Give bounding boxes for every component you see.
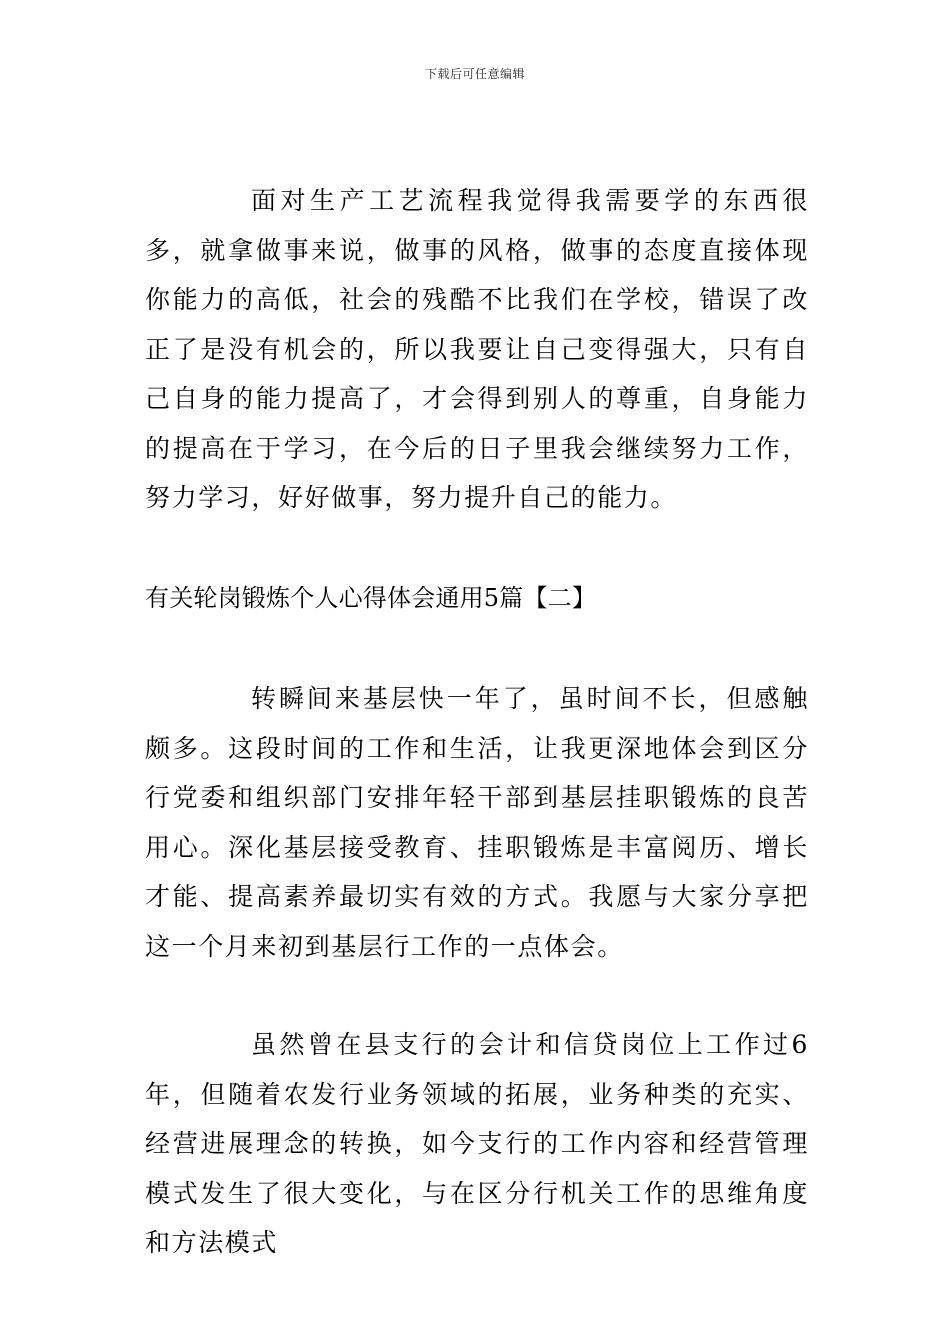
paragraph-1: 面对生产工艺流程我觉得我需要学的东西很多，就拿做事来说，做事的风格，做事的态度直接体现你能力的高低，社会的残酷不比我们在学校，错误了改正了是没有机会的，所以我要让自己变得强大，只有自己自身的能力提高了，才会得到别人的尊重，自身能力的提高在于学习，在今后的日子里我会继续努力工作，努力学习，好好做事，努力提升自己的能力。 [145,186,809,512]
paragraph-3: 虽然曾在县支行的会计和信贷岗位上工作过6年，但随着农发行业务领域的拓展，业务种类的充实、经营进展理念的转换，如今支行的工作内容和经营管理模式发生了很大变化，与在区分行机关工作的思维角度和方法模式 [145,1030,809,1257]
section-heading: 有关轮岗锻炼个人心得体会通用5篇【二】 [145,584,597,612]
paragraph-2: 转瞬间来基层快一年了，虽时间不长，但感触颇多。这段时间的工作和生活，让我更深地体会到区分行党委和组织部门安排年轻干部到基层挂职锻炼的良苦用心。深化基层接受教育、挂职锻炼是丰富阅历、增长才能、提高素养最切实有效的方式。我愿与大家分享把这一个月来初到基层行工作的一点体会。 [145,684,809,961]
page-header: 下载后可任意编辑 [424,67,525,81]
